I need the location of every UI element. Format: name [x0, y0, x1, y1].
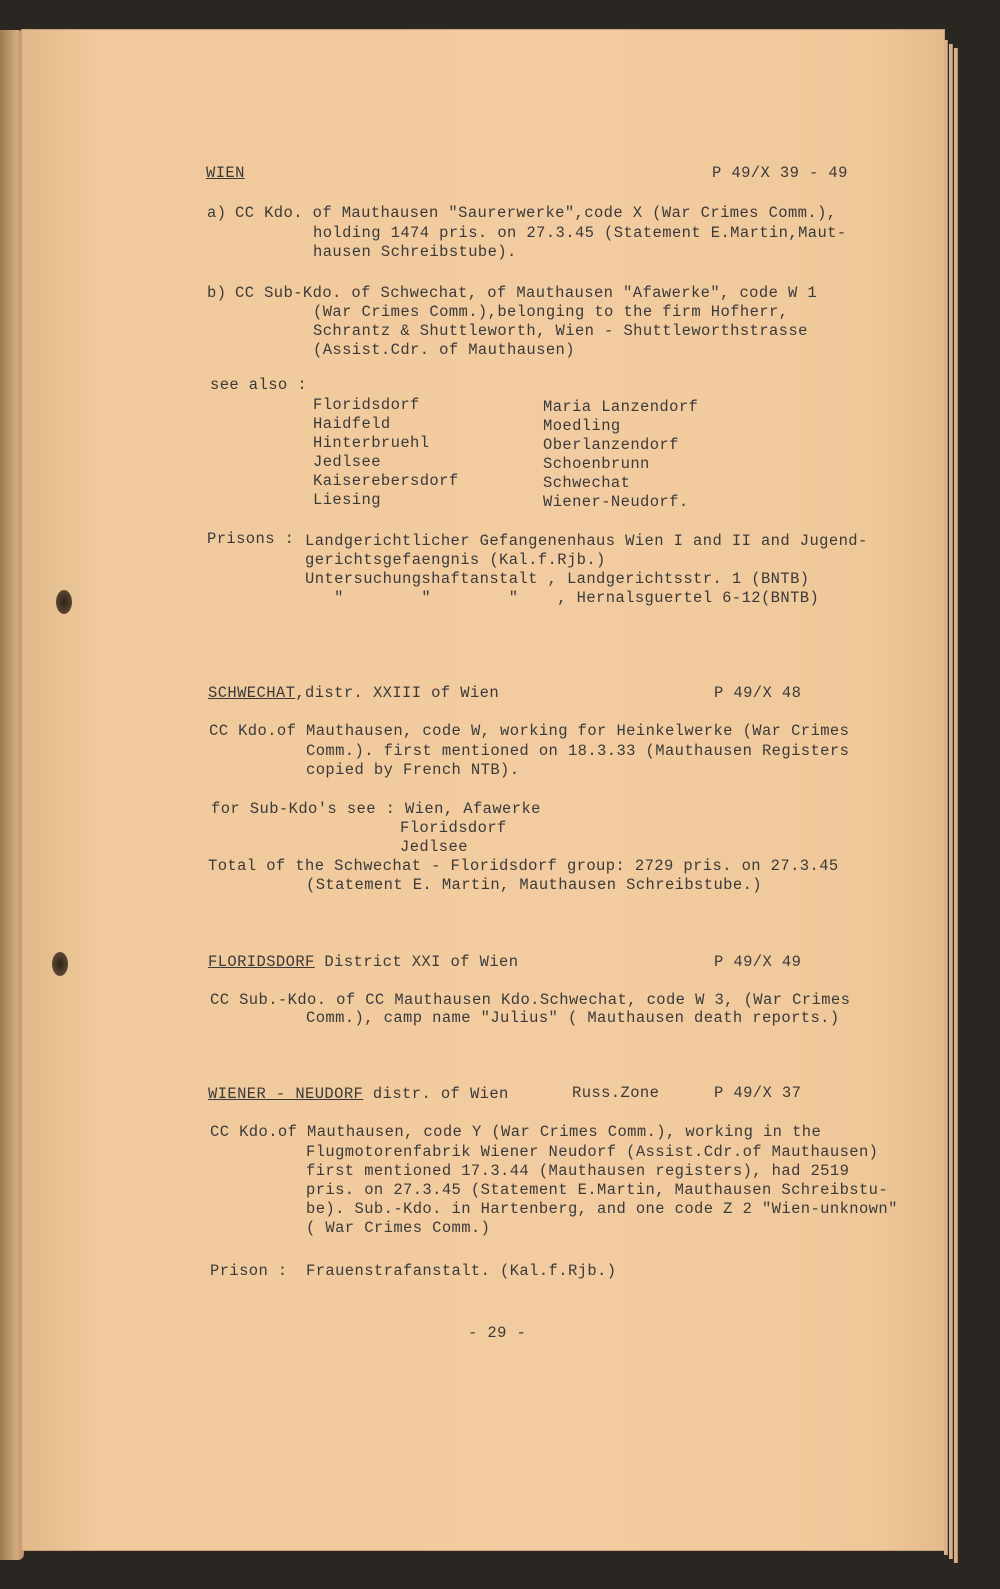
see-also-item: Wiener-Neudorf.	[543, 493, 689, 511]
wiener-neudorf-title-suffix: distr. of Wien	[363, 1085, 509, 1103]
see-also-item: Schoenbrunn	[543, 455, 650, 473]
entry-a-line: CC Kdo. of Mauthausen "Saurerwerke",code X (War Crimes Comm.),	[235, 204, 837, 222]
entry-a-line: holding 1474 pris. on 27.3.45 (Statement E.Martin,Maut-	[313, 224, 847, 242]
wiener-neudorf-title: WIENER - NEUDORF	[208, 1085, 364, 1103]
page-stack-edge	[949, 44, 953, 1559]
binding-hole	[52, 952, 68, 976]
section-heading-schwechat	[208, 684, 499, 703]
section-heading-wiener-neudorf	[208, 1085, 509, 1104]
see-also-item: Oberlanzendorf	[543, 436, 679, 454]
page-number: - 29 -	[468, 1324, 527, 1342]
wiener-neudorf-body-line: first mentioned 17.3.44 (Mauthausen registers), had 2519	[306, 1162, 850, 1180]
schwechat-body-line: CC Kdo.of Mauthausen, code W, working for Heinkelwerke (War Crimes	[209, 722, 850, 740]
prisons-label: Prisons :	[207, 530, 295, 548]
zone-label: Russ.Zone	[572, 1084, 660, 1102]
section-heading-floridsdorf	[208, 953, 518, 972]
see-also-item: Maria Lanzendorf	[543, 398, 699, 416]
wiener-neudorf-body-line: pris. on 27.3.45 (Statement E.Martin, Mauthausen Schreibstu-	[306, 1181, 889, 1199]
sub-kdo-item: Floridsdorf	[400, 819, 507, 837]
floridsdorf-body-line: CC Sub.-Kdo. of CC Mauthausen Kdo.Schwechat, code W 3, (War Crimes	[210, 991, 851, 1009]
prison-text: Frauenstrafanstalt. (Kal.f.Rjb.)	[306, 1262, 617, 1280]
prison-label: Prison :	[210, 1262, 288, 1280]
see-also-item: Haidfeld	[313, 415, 391, 433]
floridsdorf-title-suffix: District XXI of Wien	[314, 953, 519, 971]
entry-b-line: Schrantz & Shuttleworth, Wien - Shuttleworthstrasse	[313, 322, 808, 340]
page-stack-edge	[954, 48, 958, 1563]
see-also-item: Liesing	[313, 491, 381, 509]
entry-a-line: hausen Schreibstube).	[313, 243, 517, 261]
sub-kdo-item: Jedlsee	[400, 838, 468, 856]
see-also-label: see also :	[210, 376, 308, 394]
see-also-item: Kaiserebersdorf	[313, 472, 459, 490]
sub-kdo-label: for Sub-Kdo's see : Wien, Afawerke	[211, 800, 541, 818]
prisons-line: Landgerichtlicher Gefangenenhaus Wien I and II and Jugend-	[305, 532, 868, 550]
prisons-line: " " " , Hernalsguertel 6-12(BNTB)	[305, 589, 820, 607]
section-heading-wien: WIEN	[206, 164, 245, 182]
page-stack-edge	[944, 40, 948, 1555]
schwechat-title: SCHWECHAT	[208, 684, 296, 702]
reference-wien: P 49/X 39 - 49	[712, 164, 848, 182]
floridsdorf-title: FLORIDSDORF	[208, 953, 315, 971]
entry-b-line: CC Sub-Kdo. of Schwechat, of Mauthausen "Afawerke", code W 1	[235, 284, 818, 302]
schwechat-body-line: copied by French NTB).	[306, 761, 520, 779]
schwechat-title-suffix: ,distr. XXIII of Wien	[295, 684, 500, 702]
entry-b-line: (War Crimes Comm.),belonging to the firm Hofherr,	[313, 303, 789, 321]
floridsdorf-body-line: Comm.), camp name "Julius" ( Mauthausen death reports.)	[306, 1009, 840, 1027]
entry-b-line: (Assist.Cdr. of Mauthausen)	[313, 341, 575, 359]
reference-schwechat: P 49/X 48	[714, 684, 802, 702]
wiener-neudorf-body-line: ( War Crimes Comm.)	[306, 1219, 491, 1237]
wiener-neudorf-body-line: be). Sub.-Kdo. in Hartenberg, and one code Z 2 "Wien-unknown"	[306, 1200, 898, 1218]
see-also-item: Jedlsee	[313, 453, 381, 471]
see-also-item: Moedling	[543, 417, 621, 435]
see-also-item: Floridsdorf	[313, 396, 420, 414]
reference-wiener-neudorf: P 49/X 37	[714, 1084, 802, 1102]
reference-floridsdorf: P 49/X 49	[714, 953, 802, 971]
schwechat-body-line: Comm.). first mentioned on 18.3.33 (Mauthausen Registers	[306, 742, 850, 760]
prisons-line: gerichtsgefaengnis (Kal.f.Rjb.)	[305, 551, 606, 569]
schwechat-total-line: (Statement E. Martin, Mauthausen Schreibstube.)	[306, 876, 762, 894]
facing-page-edge	[0, 30, 24, 1560]
see-also-item: Hinterbruehl	[313, 434, 430, 452]
wiener-neudorf-body-line: Flugmotorenfabrik Wiener Neudorf (Assist.Cdr.of Mauthausen)	[306, 1143, 879, 1161]
wiener-neudorf-body-line: CC Kdo.of Mauthausen, code Y (War Crimes Comm.), working in the	[210, 1123, 822, 1141]
entry-marker-a: a)	[207, 204, 227, 222]
prisons-line: Untersuchungshaftanstalt , Landgerichtsstr. 1 (BNTB)	[305, 570, 810, 588]
entry-marker-b: b)	[207, 284, 227, 302]
see-also-item: Schwechat	[543, 474, 631, 492]
binding-hole	[56, 590, 72, 614]
schwechat-total-line: Total of the Schwechat - Floridsdorf group: 2729 pris. on 27.3.45	[208, 857, 839, 875]
